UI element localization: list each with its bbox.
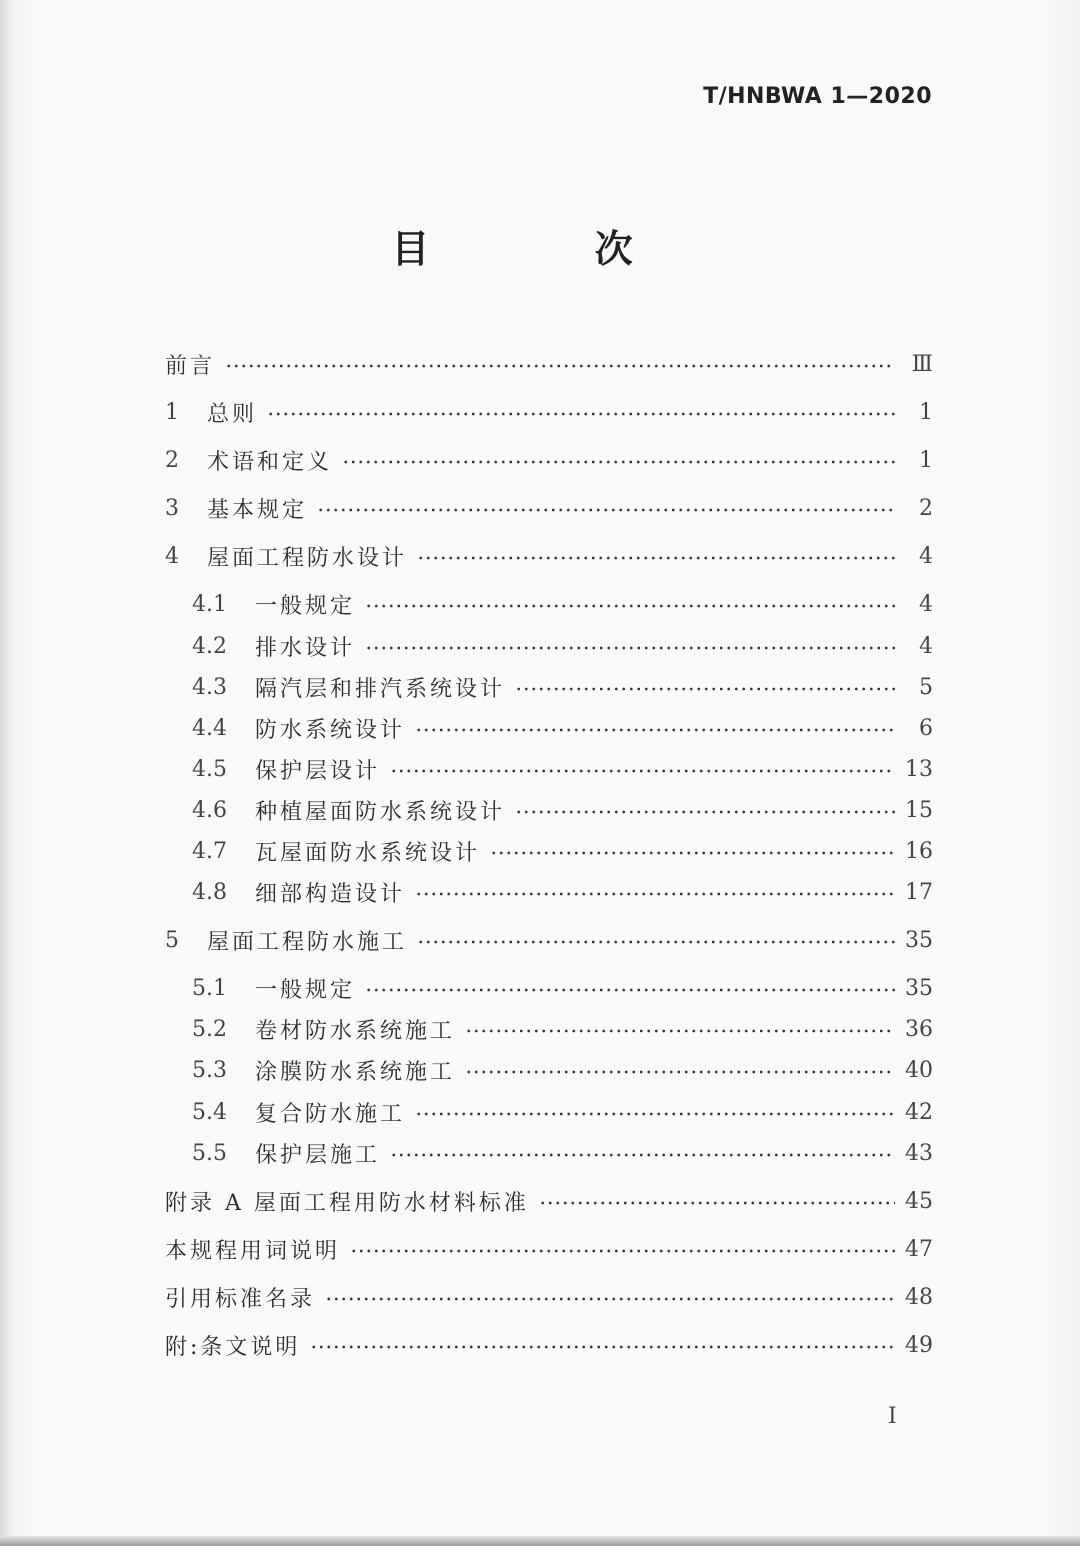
toc-entry-label: 防水系统设计 (255, 717, 406, 743)
dot-leader (539, 1201, 895, 1205)
dot-leader (390, 769, 895, 773)
toc-entry-number: 4.2 (192, 633, 227, 659)
toc-entry-label: 附录 A 屋面工程用防水材料标准 (165, 1190, 529, 1216)
toc-subentry[interactable] (192, 669, 933, 705)
dot-leader (310, 1345, 895, 1349)
toc-entry-page: 40 (905, 1057, 933, 1083)
dot-leader (490, 851, 895, 855)
toc-entry-label: 复合防水施工 (255, 1101, 406, 1127)
toc-entry-label: 一般规定 (255, 593, 356, 619)
toc-entry-page: 1 (919, 399, 933, 425)
toc-entry-number: 5.5 (192, 1140, 227, 1166)
dot-leader (342, 460, 895, 464)
dot-leader (365, 604, 895, 608)
toc-entry[interactable] (165, 1279, 933, 1315)
toc-entry-page: 48 (905, 1284, 933, 1310)
toc-entry-label: 瓦屋面防水系统设计 (255, 840, 481, 866)
toc-entry-page: 43 (905, 1140, 933, 1166)
toc-entry-number: 4.7 (192, 838, 227, 864)
toc-entry[interactable] (165, 490, 933, 526)
dot-leader (365, 988, 895, 992)
toc-entry-label: 术语和定义 (207, 449, 333, 475)
toc-entry-number: 5.2 (192, 1016, 227, 1042)
toc-entry-number: 5.4 (192, 1099, 227, 1125)
toc-entry-number: 4.3 (192, 674, 227, 700)
toc-entry[interactable] (165, 1327, 933, 1363)
toc-subentry[interactable] (192, 586, 933, 622)
toc-subentry[interactable] (192, 1011, 933, 1047)
toc-entry-page: 36 (905, 1016, 933, 1042)
dot-leader (465, 1029, 895, 1033)
dot-leader (225, 364, 895, 368)
toc-entry-number: 5.3 (192, 1057, 227, 1083)
dot-leader (417, 940, 895, 944)
toc-entry[interactable] (165, 1231, 933, 1267)
toc-entry-page: 4 (919, 633, 933, 659)
toc-subentry[interactable] (192, 874, 933, 910)
dot-leader (417, 556, 895, 560)
toc-entry-label: 一般规定 (255, 977, 356, 1003)
toc-entry-page: 6 (919, 715, 933, 741)
toc-entry-number: 4.8 (192, 879, 227, 905)
toc-entry-page: 1 (919, 447, 933, 473)
toc-entry-number: 1 (165, 399, 179, 425)
toc-entry-page: 35 (905, 975, 933, 1001)
dot-leader (350, 1249, 895, 1253)
dot-leader (365, 646, 895, 650)
toc-entry-number: 4.6 (192, 797, 227, 823)
toc-entry-page: 45 (905, 1188, 933, 1214)
toc-entry-appendix-a[interactable] (165, 1183, 933, 1219)
toc-entry-number: 5.1 (192, 975, 227, 1001)
toc-entry-page: 49 (905, 1332, 933, 1358)
toc-entry-page: 35 (905, 927, 933, 953)
toc-entry-label: 本规程用词说明 (165, 1238, 341, 1264)
toc-entry-page: 13 (905, 756, 933, 782)
dot-leader (317, 508, 895, 512)
dot-leader (415, 1112, 895, 1116)
page-number: I (888, 1404, 897, 1429)
toc-entry-label: 卷材防水系统施工 (255, 1018, 456, 1044)
toc-entry-number: 2 (165, 447, 179, 473)
toc-subentry[interactable] (192, 751, 933, 787)
toc-entry[interactable] (165, 442, 933, 478)
toc-subentry[interactable] (192, 970, 933, 1006)
toc-entry-number: 3 (165, 495, 179, 521)
toc-entry-number: 4 (165, 543, 179, 569)
toc-entry[interactable] (165, 538, 933, 574)
toc-entry-label: 涂膜防水系统施工 (255, 1059, 456, 1085)
toc-entry-label: 排水设计 (255, 635, 356, 661)
toc-entry-label: 屋面工程防水设计 (207, 545, 408, 571)
toc-entry-label: 附:条文说明 (165, 1334, 301, 1360)
dot-leader (325, 1297, 895, 1301)
toc-entry-label: 基本规定 (207, 497, 308, 523)
toc-entry[interactable] (165, 922, 933, 958)
toc-subentry[interactable] (192, 710, 933, 746)
toc-entry-label: 种植屋面防水系统设计 (255, 799, 506, 825)
dot-leader (465, 1070, 895, 1074)
toc-subentry[interactable] (192, 792, 933, 828)
toc-entry[interactable] (165, 394, 933, 430)
dot-leader (515, 687, 895, 691)
toc-entry-label: 保护层施工 (255, 1142, 381, 1168)
toc-subentry[interactable] (192, 1052, 933, 1088)
toc-title: 目 次 (391, 226, 709, 271)
toc-subentry[interactable] (192, 628, 933, 664)
toc-entry-label: 总则 (207, 401, 258, 427)
dot-leader (515, 810, 895, 814)
toc-subentry[interactable] (192, 1094, 933, 1130)
toc-entry-page: 5 (919, 674, 933, 700)
dot-leader (267, 412, 895, 416)
toc-entry-page: 16 (905, 838, 933, 864)
scan-bottom-edge (0, 1536, 1080, 1546)
toc-entry-number: 4.1 (192, 591, 227, 617)
dot-leader (390, 1153, 895, 1157)
toc-entry-label: 隔汽层和排汽系统设计 (255, 676, 506, 702)
toc-entry-label: 保护层设计 (255, 758, 381, 784)
toc-entry-page: 2 (919, 495, 933, 521)
toc-entry-page: 4 (919, 591, 933, 617)
dot-leader (415, 892, 895, 896)
toc-entry-page: Ⅲ (911, 351, 933, 377)
toc-entry-number: 5 (165, 927, 179, 953)
toc-entry-page: 47 (905, 1236, 933, 1262)
toc-entry-number: 4.4 (192, 715, 227, 741)
toc-entry-page: 42 (905, 1099, 933, 1125)
toc-entry-label: 细部构造设计 (255, 881, 406, 907)
toc-entry-page: 15 (905, 797, 933, 823)
toc-subentry[interactable] (192, 833, 933, 869)
toc-entry-label: 引用标准名录 (165, 1286, 316, 1312)
dot-leader (415, 728, 895, 732)
toc-entry[interactable] (165, 346, 933, 382)
toc-entry-number: 4.5 (192, 756, 227, 782)
toc-entry-page: 17 (905, 879, 933, 905)
toc-entry-label: 前言 (165, 353, 216, 379)
toc-entry-label: 屋面工程防水施工 (207, 929, 408, 955)
toc-subentry[interactable] (192, 1135, 933, 1171)
standard-code: T/HNBWA 1—2020 (703, 84, 932, 109)
toc-entry-page: 4 (919, 543, 933, 569)
